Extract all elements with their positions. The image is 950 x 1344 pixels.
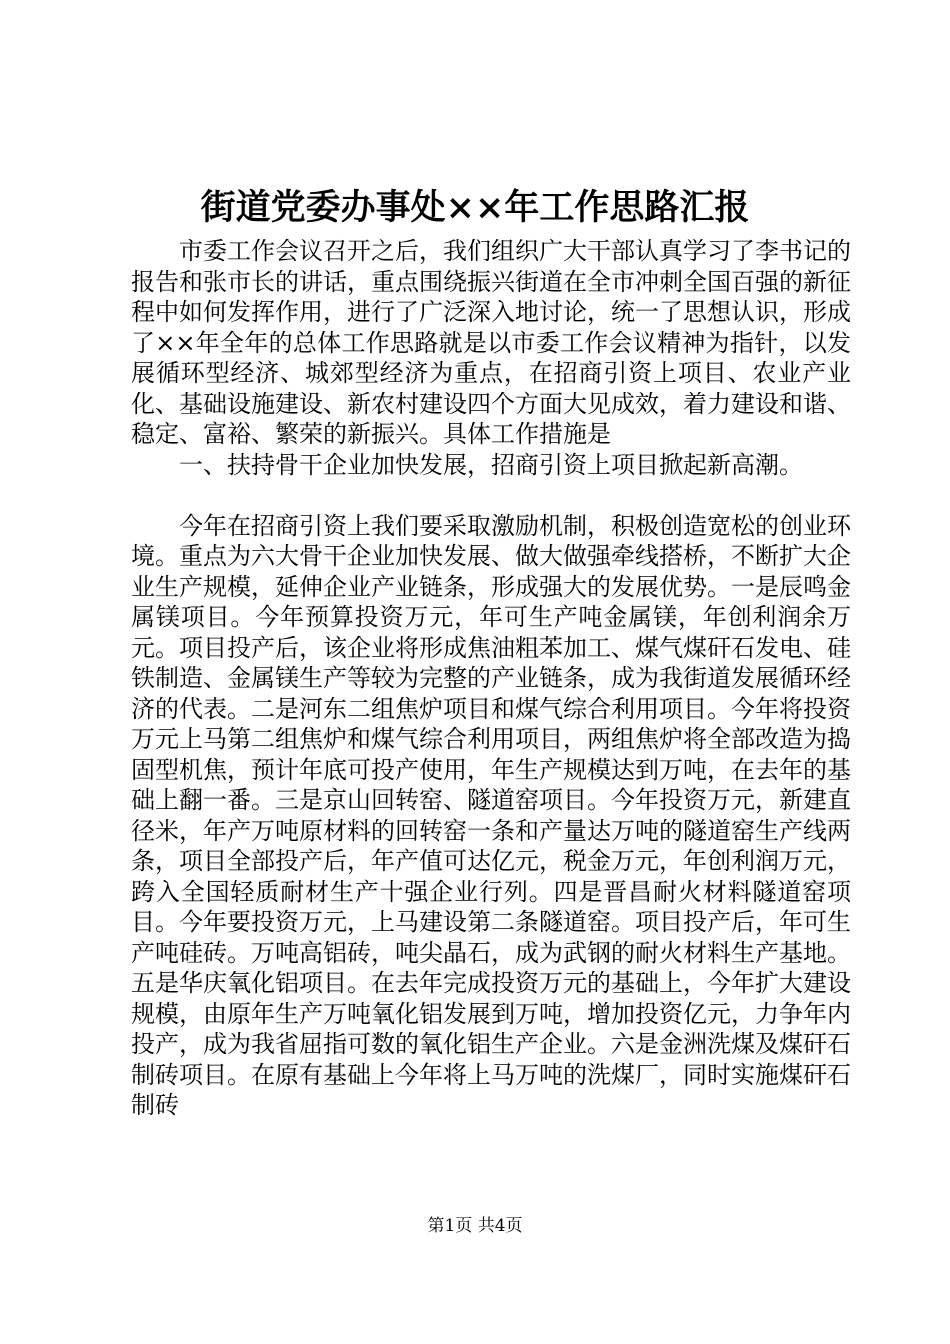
page-number: 第1页 共4页	[427, 1216, 523, 1236]
paragraph-spacer	[131, 480, 851, 511]
section-heading: 一、扶持骨干企业加快发展，招商引资上项目掀起新高潮。	[179, 450, 803, 479]
intro-paragraph: 市委工作会议召开之后，我们组织广大干部认真学习了李书记的报告和张市长的讲话，重点围绕振兴街道在全市冲刺全国百强的新征程中如何发挥作用，进行了广泛深入地讨论，统一了思想认识，形成了××年全年的总体工作思路就是以市委工作会议精神为指针，以发展循环型经济、城郊型经济为重点，在招商引资上项目、农业产业化、基础设施建设、新农村建设四个方面大见成效，着力建设和谐、稳定、富裕、繁荣的新振兴。具体工作措施是	[131, 237, 851, 448]
section-paragraph: 今年在招商引资上我们要采取激励机制，积极创造宽松的创业环境。重点为六大骨干企业加快发展、做大做强牵线搭桥，不断扩大企业生产规模，延伸企业产业链条，形成强大的发展优势。一是辰鸣金属镁项目。今年预算投资万元，年可生产吨金属镁，年创利润余万元。项目投产后，该企业将形成焦油粗苯加工、煤气煤矸石发电、硅铁制造、金属镁生产等较为完整的产业链条，成为我街道发展循环经济的代表。二是河东二组焦炉项目和煤气综合利用项目。今年将投资万元上马第二组焦炉和煤气综合利用项目，两组焦炉将全部改造为捣固型机焦，预计年底可投产使用，年生产规模达到万吨，在去年的基础上翻一番。三是京山回转窑、隧道窑项目。今年投资万元，新建直径米，年产万吨原材料的回转窑一条和产量达万吨的隧道窑生产线两条，项目全部投产后，年产值可达亿元，税金万元，年创利润万元，跨入全国轻质耐材生产十强企业行列。四是晋昌耐火材料隧道窑项目。今年要投资万元，上马建设第二条隧道窑。项目投产后，年可生产吨硅砖。万吨高铝砖，吨尖晶石，成为武钢的耐火材料生产基地。五是华庆氧化铝项目。在去年完成投资万元的基础上，今年扩大建设规模，由原年生产万吨氧化铝发展到万吨，增加投资亿元，力争年内投产，成为我省屈指可数的氧化铝生产企业。六是金洲洗煤及煤矸石制砖项目。在原有基础上今年将上马万吨的洗煤厂，同时实施煤矸石制砖	[131, 511, 851, 1119]
document-title: 街道党委办事处××年工作思路汇报	[200, 187, 750, 228]
document-body	[131, 236, 851, 1121]
